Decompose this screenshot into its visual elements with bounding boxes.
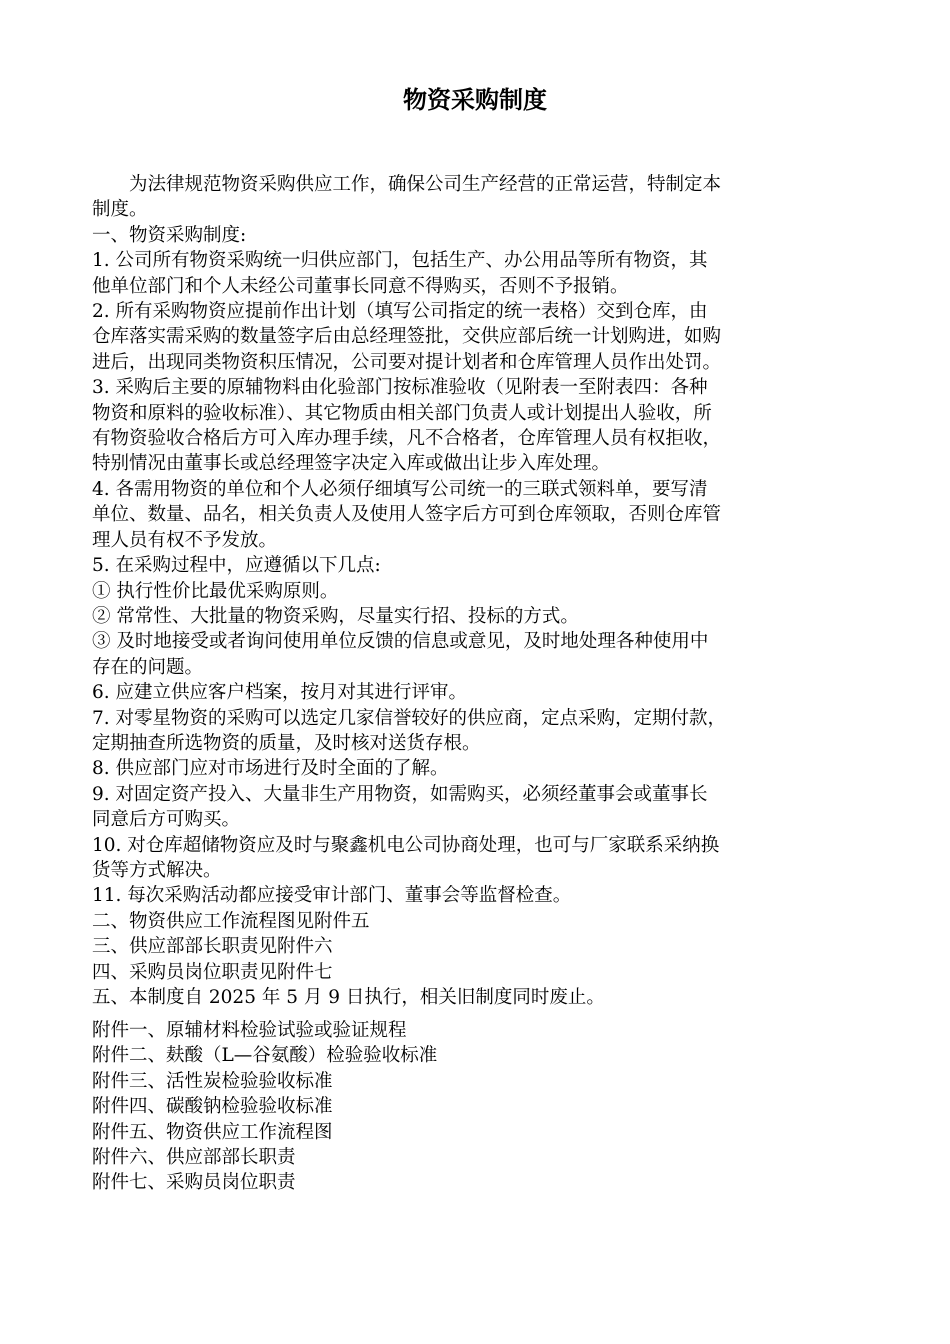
body-line: 理人员有权不予发放。 <box>92 529 278 551</box>
section-heading-4: 四、采购员岗位职责见附件七 <box>92 961 333 983</box>
body-line: 定期抽查所选物资的质量，及时核对送货存根。 <box>92 732 481 754</box>
body-line: 仓库落实需采购的数量签字后由总经理签批，交供应部后统一计划购进，如购 <box>92 326 722 348</box>
body-line: ① 执行性价比最优采购原则。 <box>92 580 339 602</box>
body-line: 物资和原料的验收标准）、其它物质由相关部门负责人或计划提出人验收，所 <box>92 402 712 424</box>
annex-item: 附件一、原辅材料检验试验或验证规程 <box>92 1020 407 1041</box>
annex-item: 附件三、活性炭检验验收标准 <box>92 1070 333 1092</box>
body-line: 存在的问题。 <box>92 656 204 678</box>
annex-item: 附件七、采购员岗位职责 <box>92 1172 296 1194</box>
annex-item: 附件二、麸酸（L—谷氨酸）检验验收标准 <box>92 1045 438 1067</box>
annex-item: 附件六、供应部部长职责 <box>92 1147 296 1169</box>
intro-line-1: 为法律规范物资采购供应工作，确保公司生产经营的正常运营，特制定本 <box>129 174 722 195</box>
body-line: 4. 各需用物资的单位和个人必须仔细填写公司统一的三联式领料单，要写清 <box>92 478 708 500</box>
document-title: 物资采购制度 <box>403 86 547 114</box>
body-line: 同意后方可购买。 <box>92 809 241 831</box>
body-line: 单位、数量、品名，相关负责人及使用人签字后方可到仓库领取，否则仓库管 <box>92 504 722 526</box>
body-line: 7. 对零星物资的采购可以选定几家信誉较好的供应商，定点采购，定期付款， <box>92 707 727 729</box>
body-line: 2. 所有采购物资应提前作出计划（填写公司指定的统一表格）交到仓库，由 <box>92 301 708 323</box>
body-line: 5. 在采购过程中，应遵循以下几点: <box>92 555 381 577</box>
document-body <box>92 172 867 1010</box>
annex-item: 附件五、物资供应工作流程图 <box>92 1121 333 1143</box>
body-line: 10. 对仓库超储物资应及时与聚鑫机电公司协商处理，也可与厂家联系采纳换 <box>92 834 720 856</box>
body-line: 6. 应建立供应客户档案，按月对其进行评审。 <box>92 682 468 704</box>
body-line: 特别情况由董事长或总经理签字决定入库或做出让步入库处理。 <box>92 453 611 475</box>
body-line: ③ 及时地接受或者询问使用单位反馈的信息或意见，及时地处理各种使用中 <box>92 631 709 653</box>
intro-line-2: 制度。 <box>92 199 148 221</box>
section-heading-2: 二、物资供应工作流程图见附件五 <box>92 910 370 932</box>
section-heading-1: 一、物资采购制度: <box>92 224 247 246</box>
annex-item: 附件四、碳酸钠检验验收标准 <box>92 1096 333 1118</box>
section-heading-3: 三、供应部部长职责见附件六 <box>92 936 333 958</box>
body-line: 8. 供应部门应对市场进行及时全面的了解。 <box>92 758 449 780</box>
body-line: 进后，出现同类物资积压情况，公司要对提计划者和仓库管理人员作出处罚。 <box>92 351 722 373</box>
body-line: 1. 公司所有物资采购统一归供应部门，包括生产、办公用品等所有物资，其 <box>92 250 708 272</box>
body-line: 他单位部门和个人未经公司董事长同意不得购买，否则不予报销。 <box>92 275 629 297</box>
body-line: 9. 对固定资产投入、大量非生产用物资，如需购买，必须经董事会或董事长 <box>92 783 708 805</box>
body-line: ② 常常性、大批量的物资采购，尽量实行招、投标的方式。 <box>92 605 579 627</box>
body-line: 货等方式解决。 <box>92 859 222 881</box>
body-line: 3. 采购后主要的原辅物料由化验部门按标准验收（见附表一至附表四：各种 <box>92 377 708 399</box>
section-heading-5: 五、本制度自 2025 年 5 月 9 日执行，相关旧制度同时废止。 <box>92 987 605 1008</box>
annex-list <box>92 1018 692 1196</box>
body-line: 11. 每次采购活动都应接受审计部门、董事会等监督检查。 <box>92 885 572 907</box>
body-line: 有物资验收合格后方可入库办理手续，凡不合格者，仓库管理人员有权拒收， <box>92 428 722 450</box>
